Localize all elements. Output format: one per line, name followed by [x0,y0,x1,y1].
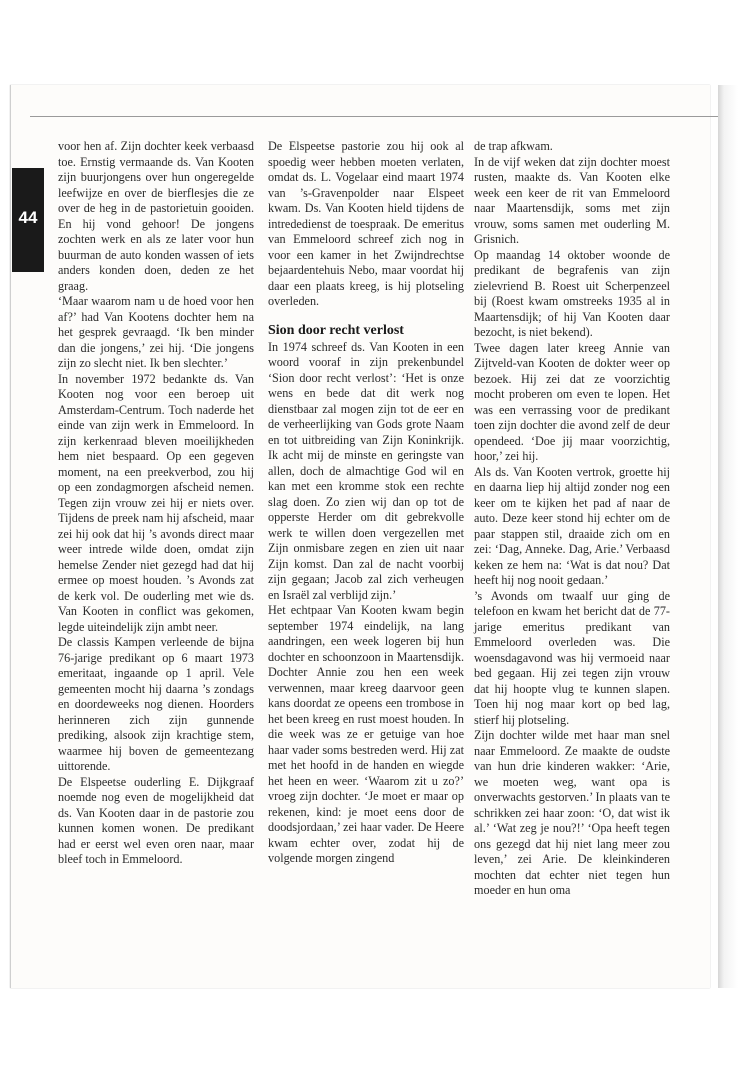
page-number: 44 [18,208,38,227]
text-column-1 [58,139,254,868]
paragraph: De classis Kampen verleende de bijna 76-jarige predikant op 6 maart 1973 emeritaat, ingaande op 1 april. Vele gemeenten mocht hij daarna ’s zondags en doordeweeks nog dienen. Hoorders herinneren zich zijn gunnende prediking, alsook zijn krachtige stem, waarmee hij boven de gemeentezang uittorende. [58,635,254,773]
header-rule [30,116,738,117]
paragraph: de trap afkwam. [474,139,553,153]
paragraph: In november 1972 bedankte ds. Van Kooten nog voor een beroep uit Amsterdam-Centrum. Toch naderde het einde van zijn werk in Emmeloord. In zijn kerkenraad bleven moeilijkheden hem niet bespaard. Op een gegeven moment, na een preekverbod, zou hij op een zondagmorgen afscheid nemen. Tegen zijn vrouw zei hij er niets over. Tijdens de preek nam hij afscheid, maar zei hij ook dat hij ’s avonds direct maar weer intrede wilde doen, omdat zijn hemelse Zender niet gezegd had dat hij ermee op moest houden. ’s Avonds zat de kerk vol. De ouderling met wie ds. Van Kooten in conflict was gekomen, legde uiteindelijk zijn ambt neer. [58,371,254,634]
paragraph: voor hen af. Zijn dochter keek verbaasd toe. Ernstig vermaande ds. Van Kooten zijn buurjongens over hun ongeregelde leefwijze en over de bierflesjes die ze over de heg in de pastorietuin gooiden. En hij vond gehoor! De jongens zochten werk en als ze later voor hun buurman de auto konden wassen of iets anders konden doen, deden ze het graag. [58,139,254,293]
paragraph: Zijn dochter wilde met haar man snel naar Emmeloord. Ze maakte de oudste van hun drie kinderen wakker: ‘Arie, we moeten weg, want opa is onverwachts gestorven.’ In plaats van te schrikken zei haar zoon: ‘O, dat wist ik al.’ ‘Wat zeg je nou?!’ ‘Opa heeft tegen ons gezegd dat hij niet lang meer zou leven,’ zei Arie. De kleinkinderen mochten dat echter niet tegen hun moeder en hun oma [474,728,670,897]
paragraph: In 1974 schreef ds. Van Kooten in een woord vooraf in zijn prekenbundel ‘Sion door recht verlost’: ‘Het is onze wens en bede dat dit werk nog dienstbaar zal mogen zijn tot de eer en de verheerlijking van Gods grote Naam en tot uitbreiding van Zijn Koninkrijk. Ik acht mij de minste en geringste van allen, doch de almachtige God wil en kan met een kromme stok een rechte slag doen. Zo zien wij dan op tot de opperste Herder om dit gebrekvolle werk te willen doen vergezellen met Zijn onmisbare zegen en zien uit naar Zijn komst. Dan zal de nacht voorbij zijn gegaan; Jacob zal zich verheugen en Israël zal verblijd zijn.’ [268,339,464,602]
paragraph: ’s Avonds om twaalf uur ging de telefoon en kwam het bericht dat de 77-jarige emeritus predikant van Emmeloord overleden was. Die woensdagavond was hij vermoeid naar bed gegaan. Hij zei tegen zijn vrouw dat hij hoopte vlug te kunnen slapen. Toen hij nog maar kort op bed lag, stierf hij plotseling. [474,588,670,727]
paragraph: De Elspeetse pastorie zou hij ook al spoedig weer hebben moeten verlaten, omdat ds. L. Vogelaar eind maart 1974 van ’s-Gravenpolder naar Elspeet kwam. Ds. Van Kooten hield tijdens de intrededienst de toespraak. De emeritus van Emmeloord schreef zich nog in voor een kamer in het Zwijndrechtse bejaardentehuis Nebo, maar voordat hij daar een plaats kreeg, is hij plotseling overleden. [268,139,464,308]
paragraph: De Elspeetse ouderling E. Dijkgraaf noemde nog even de mogelijkheid dat ds. Van Kooten daar in de pastorie zou kunnen komen wonen. De predikant had er eerst wel even oren naar, maar bleef toch in Emmeloord. [58,774,254,866]
paragraph: ‘Maar waarom nam u de hoed voor hen af?’ had Van Kootens dochter hem na het gesprek gevraagd. ‘Ik ben minder dan die jongens,’ zei hij. ‘Die jongens zijn zo slecht niet. Ik ben slechter.’ [58,294,254,370]
facing-page-edge [718,85,738,988]
section-heading: Sion door recht verlost [268,322,404,338]
paragraph: Het echtpaar Van Kooten kwam begin september 1974 eindelijk, na lang aandringen, een week logeren bij hun dochter en schoonzoon in Maartensdijk. Dochter Annie zou hen een week verwennen, maar kreeg daarvoor geen kans doordat ze opeens een trombose in het been kreeg en rust moest houden. In die week was ze er getuige van hoe haar vader soms bestreden werd. Hij zat met het hoofd in de handen en wiegde het heen en weer. ‘Waarom zit u zo?’ vroeg zijn dochter. ‘Je moet er maar op rekenen, kind: je moet eens door de doodsjordaan,’ zei haar vader. De Heere kwam echter over, zodat hij de volgende morgen zingend [268,603,464,865]
paragraph: In de vijf weken dat zijn dochter moest rusten, maakte ds. Van Kooten elke week een keer de rit van Emmeloord naar Maartensdijk, soms met zijn vrouw, soms samen met ouderling M. Grisnich. [474,154,670,246]
paragraph: Op maandag 14 oktober woonde de predikant de begrafenis van zijn zielevriend B. Roest uit Scherpenzeel bij (Roest kwam omstreeks 1935 al in Maartensdijk; of hij Van Kooten daar bezocht, is niet bekend). [474,247,670,339]
page-left-edge [10,85,11,988]
paragraph: Twee dagen later kreeg Annie van Zijtveld-van Kooten de dokter weer op bezoek. Hij zei dat ze voorzichtig mocht proberen om even te lopen. Het was een verrassing voor de predikant toen zijn dochter die avond zelf de deur opendeed. ‘Doe jij maar voorzichtig, hoor,’ zei hij. [474,340,670,463]
text-column-2 [268,139,464,867]
paragraph: Als ds. Van Kooten vertrok, groette hij en daarna liep hij altijd zonder nog een keer om te kijken het pad af naar de auto. Deze keer stond hij echter om de paar stappen stil, draaide zich om en zei: ‘Dag, Anneke. Dag, Arie.’ Verbaasd keken ze hem na: ‘Wat is dat nou? Dat heeft hij nog nooit gedaan.’ [474,464,670,587]
text-column-3 [474,139,670,899]
